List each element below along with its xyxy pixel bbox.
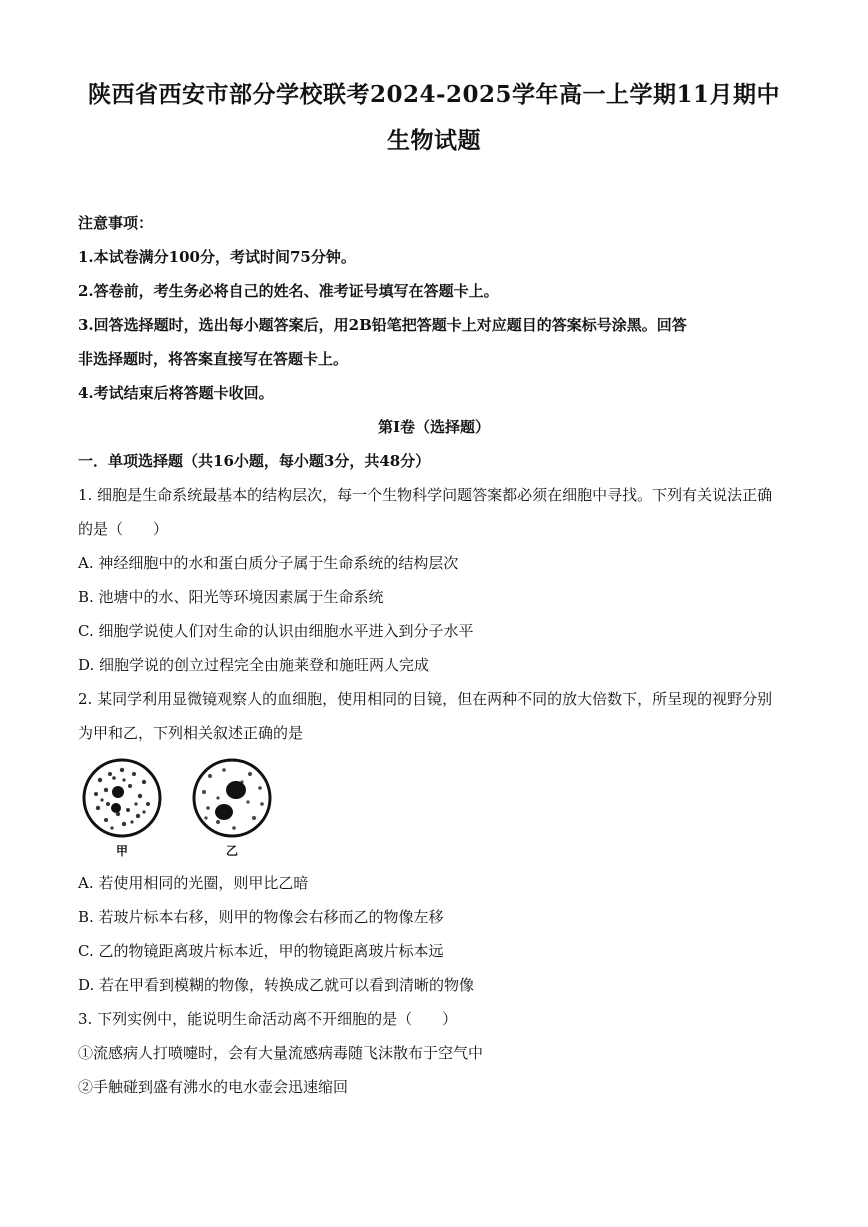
section-title: 第Ⅰ卷（选择题） (377, 418, 491, 436)
q1-option-b: B. 池塘中的水、阳光等环境因素属于生命系统 (78, 588, 384, 606)
notice-item-4: 4.考试结束后将答题卡收回。 (78, 384, 274, 402)
q1-option-a: A. 神经细胞中的水和蛋白质分子属于生命系统的结构层次 (78, 554, 459, 572)
notice-item-1: 1.本试卷满分100分，考试时间75分钟。 (78, 248, 356, 266)
q3-item-1: ①流感病人打喷嚏时，会有大量流感病毒随飞沫散布于空气中 (78, 1044, 484, 1062)
notice-heading: 注意事项： (78, 214, 154, 232)
q1-stem-line1: 1. 细胞是生命系统最基本的结构层次，每一个生物科学问题答案都必须在细胞中寻找。下列有关说法正确 (78, 486, 773, 504)
part-title: 一．单项选择题（共16小题，每小题3分，共48分） (78, 452, 431, 470)
q2-option-a: A. 若使用相同的光圈，则甲比乙暗 (78, 874, 309, 892)
microscope-fields-figure (78, 752, 278, 862)
q1-option-d: D. 细胞学说的创立过程完全由施莱登和施旺两人完成 (78, 656, 430, 674)
q2-option-b: B. 若玻片标本右移，则甲的物像会右移而乙的物像左移 (78, 908, 444, 926)
q2-option-d: D. 若在甲看到模糊的物像，转换成乙就可以看到清晰的物像 (78, 976, 475, 994)
q2-stem-line1: 2. 某同学利用显微镜观察人的血细胞，使用相同的目镜，但在两种不同的放大倍数下，所呈现的视野分别 (78, 690, 773, 708)
notice-item-3: 3.回答选择题时，选出每小题答案后，用2B铅笔把答题卡上对应题目的答案标号涂黑。回答 (78, 316, 687, 334)
q2-option-c: C. 乙的物镜距离玻片标本近，甲的物镜距离玻片标本远 (78, 942, 444, 960)
field-jia (84, 760, 160, 836)
figure-label-yi: 乙 (226, 844, 239, 858)
exam-subtitle: 生物试题 (387, 127, 481, 154)
q3-item-2: ②手触碰到盛有沸水的电水壶会迅速缩回 (78, 1078, 349, 1096)
figure-label-jia: 甲 (116, 844, 129, 858)
notice-item-3-cont: 非选择题时，将答案直接写在答题卡上。 (78, 350, 349, 368)
q1-stem-line2: 的是（ ） (78, 520, 169, 538)
q1-option-c: C. 细胞学说使人们对生命的认识由细胞水平进入到分子水平 (78, 622, 474, 640)
microscope-fields-svg (78, 752, 278, 844)
notice-item-2: 2.答卷前，考生务必将自己的姓名、准考证号填写在答题卡上。 (78, 282, 499, 300)
exam-title: 陕西省西安市部分学校联考2024-2025学年高一上学期11月期中 (87, 81, 781, 108)
q3-stem: 3. 下列实例中，能说明生命活动离不开细胞的是（ ） (78, 1010, 458, 1028)
field-yi (194, 760, 270, 836)
q2-stem-line2: 为甲和乙，下列相关叙述正确的是 (78, 724, 304, 742)
